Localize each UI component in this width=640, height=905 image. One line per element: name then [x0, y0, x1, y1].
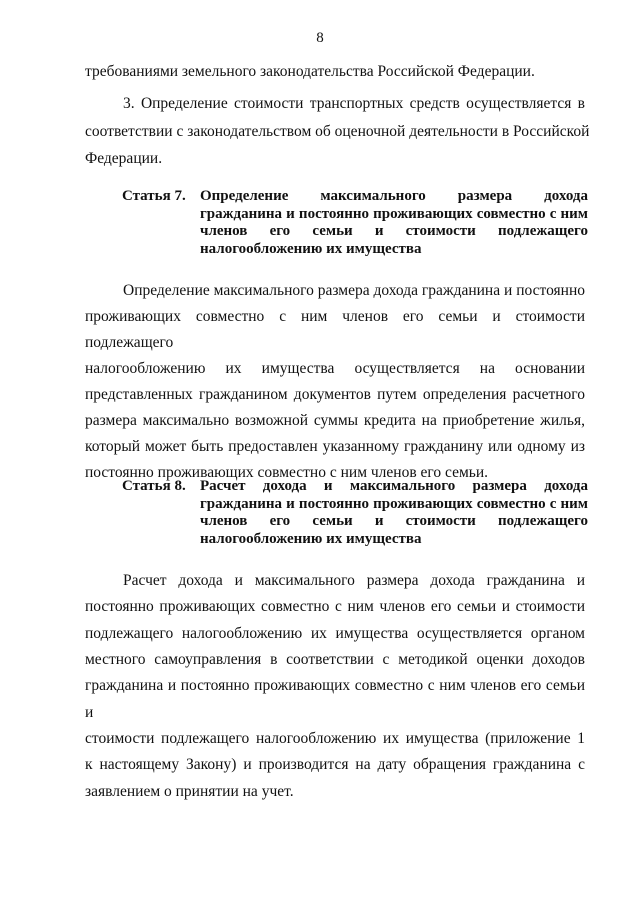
text-line: проживающих совместно с ним членов его семьи и стоимости подлежащего: [85, 308, 585, 352]
article-7-title: [200, 188, 588, 259]
title-line: Определение максимального размера дохода: [200, 188, 588, 204]
article-8-body: [85, 568, 585, 805]
text-line: местного самоуправления в соответствии с методикой оценки доходов: [85, 651, 585, 669]
article-7-label: Статья 7.: [122, 188, 186, 204]
text-line: который может быть предоставлен указанному гражданину или одному из: [85, 438, 585, 456]
text-line: Определение максимального размера дохода гражданина и постоянно: [123, 282, 585, 299]
text-line: размера максимально возможной суммы кредита на приобретение жилья,: [85, 412, 585, 430]
text-line: гражданина и постоянно проживающих совместно с ним членов его семьи и: [85, 677, 585, 721]
title-line: налогообложению их имущества: [200, 531, 422, 548]
article-8-label: Статья 8.: [122, 478, 186, 494]
article-7-body: [85, 278, 585, 486]
title-line: членов его семьи и стоимости подлежащего: [200, 223, 588, 240]
title-line: налогообложению их имущества: [200, 241, 422, 258]
text-line: налогообложению их имущества осуществляется на основании: [85, 360, 585, 378]
title-line: членов его семьи и стоимости подлежащего: [200, 513, 588, 530]
text-line: представленных гражданином документов путем определения расчетного: [85, 386, 585, 404]
title-line: гражданина и постоянно проживающих совместно с ним: [200, 205, 588, 222]
title-line: гражданина и постоянно проживающих совместно с ним: [200, 495, 588, 512]
clause-3-paragraph: [85, 90, 590, 173]
page-number: 8: [316, 30, 324, 46]
text-line: требованиями земельного законодательства Российской Федерации.: [85, 63, 535, 80]
article-8-title: [200, 478, 588, 549]
text-line: Расчет дохода и максимального размера дохода гражданина и: [123, 572, 585, 589]
intro-paragraph: [85, 60, 585, 84]
text-line: заявлением о принятии на учет.: [85, 782, 294, 800]
title-line: Расчет дохода и максимального размера дохода: [200, 478, 588, 494]
text-line: постоянно проживающих совместно с ним членов его семьи.: [85, 464, 488, 482]
text-line: постоянно проживающих совместно с ним членов его семьи и стоимости: [85, 598, 585, 616]
text-line: 3. Определение стоимости транспортных средств осуществляется в: [123, 95, 585, 112]
text-line: соответствии с законодательством об оценочной деятельности в Российской: [85, 122, 590, 140]
text-line: стоимости подлежащего налогообложению их имущества (приложение 1: [85, 730, 585, 748]
text-line: подлежащего налогообложению их имущества осуществляется органом: [85, 624, 585, 642]
text-line: к настоящему Закону) и производится на дату обращения гражданина с: [85, 756, 585, 774]
text-line: Федерации.: [85, 150, 163, 168]
